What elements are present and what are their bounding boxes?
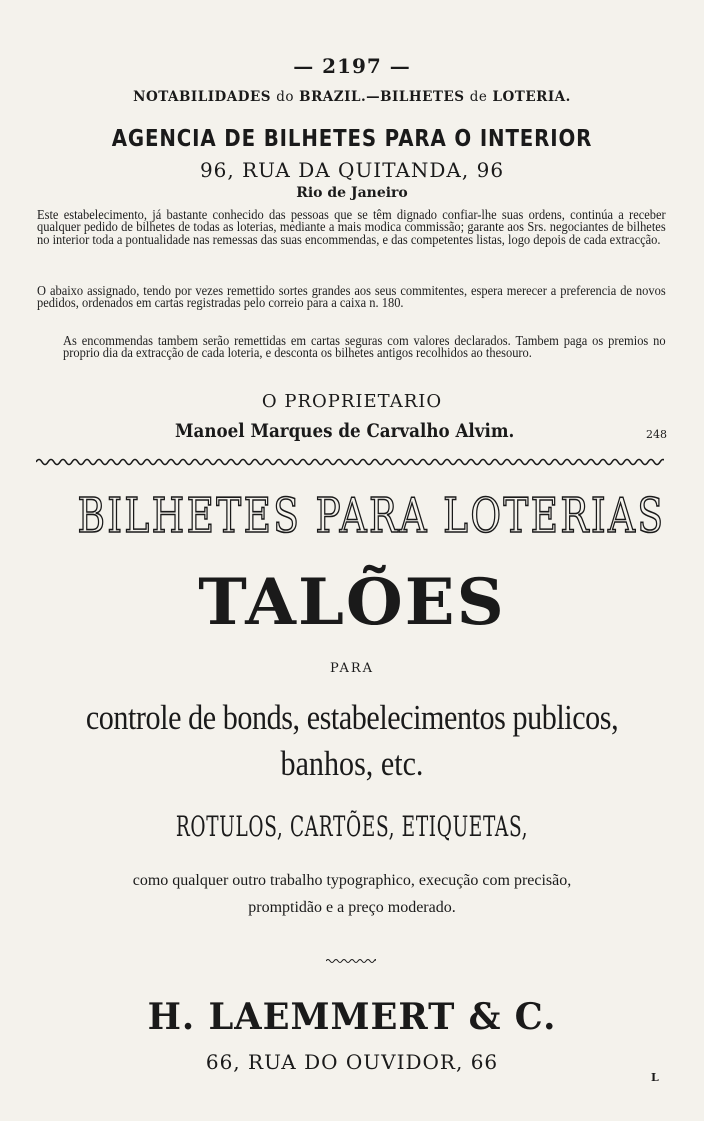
running-head-part2: do bbox=[276, 89, 294, 105]
ad-line-1: controle de bonds, estabelecimentos publicos, bbox=[85, 698, 619, 737]
ad-headline: BILHETES PARA LOTERIAS bbox=[77, 488, 666, 544]
agency-address: 96, RUA DA QUITANDA, 96 bbox=[199, 158, 505, 182]
agency-paragraph-1: Este estabelecimento, já bastante conhecido das pessoas que se têm dignado confiar-lhe suas ordens, continúa a receber qualquer pedido de bilhetes de todas as loterias, mediante a mais modica commissão; garante aos Srs. negociantes de bilhetes no interior toda a pontualidade nas remessas das suas encommendas, e das competentes listas, logo depois de cada extracção. bbox=[37, 207, 666, 247]
agency-title: AGENCIA DE BILHETES PARA O INTERIOR bbox=[111, 126, 593, 152]
short-divider bbox=[326, 958, 376, 963]
agency-paragraph-3: As encommendas tambem serão remettidas em cartas seguras com valores declarados. Tambem paga os premios no proprio dia da extracção de cada loteria, e desconta os bilhetes antigos recolhidos ao thesouro. bbox=[63, 333, 666, 361]
proprietor-label: O PROPRIETARIO bbox=[261, 391, 443, 412]
ad-line-2: banhos, etc. bbox=[280, 744, 424, 783]
running-head-part1: NOTABILIDADES bbox=[133, 89, 271, 105]
ad-description-1: como qualquer outro trabalho typographico, execução com precisão, bbox=[132, 872, 572, 889]
agency-city: Rio de Janeiro bbox=[296, 185, 408, 201]
running-head bbox=[0, 89, 704, 105]
ad-products-list: ROTULOS, CARTÕES, ETIQUETAS, bbox=[175, 810, 529, 843]
page-number: — 2197 — bbox=[293, 54, 411, 78]
ad-product: TALÕES bbox=[198, 565, 506, 640]
ad-para-word: PARA bbox=[329, 661, 375, 676]
running-head-part5: LOTERIA. bbox=[492, 89, 571, 105]
proprietor-name: Manoel Marques de Carvalho Alvim. bbox=[175, 420, 515, 442]
wavy-divider bbox=[36, 456, 664, 468]
agency-paragraph-2: O abaixo assignado, tendo por vezes remettido sortes grandes aos seus commitentes, espera merecer a preferencia de novos pedidos, ordenados em cartas registradas pelo correio para a caixa n. 180. bbox=[37, 283, 666, 311]
signature-letter: L bbox=[651, 1071, 659, 1084]
firm-name: H. LAEMMERT & C. bbox=[147, 996, 557, 1038]
ad-description-2: promptidão e a preço moderado. bbox=[248, 899, 456, 916]
running-head-part4: de bbox=[469, 89, 488, 105]
firm-address: 66, RUA DO OUVIDOR, 66 bbox=[205, 1050, 499, 1074]
ad-reference-number: 248 bbox=[646, 428, 667, 441]
running-head-part3: BRAZIL.—BILHETES bbox=[299, 89, 465, 105]
